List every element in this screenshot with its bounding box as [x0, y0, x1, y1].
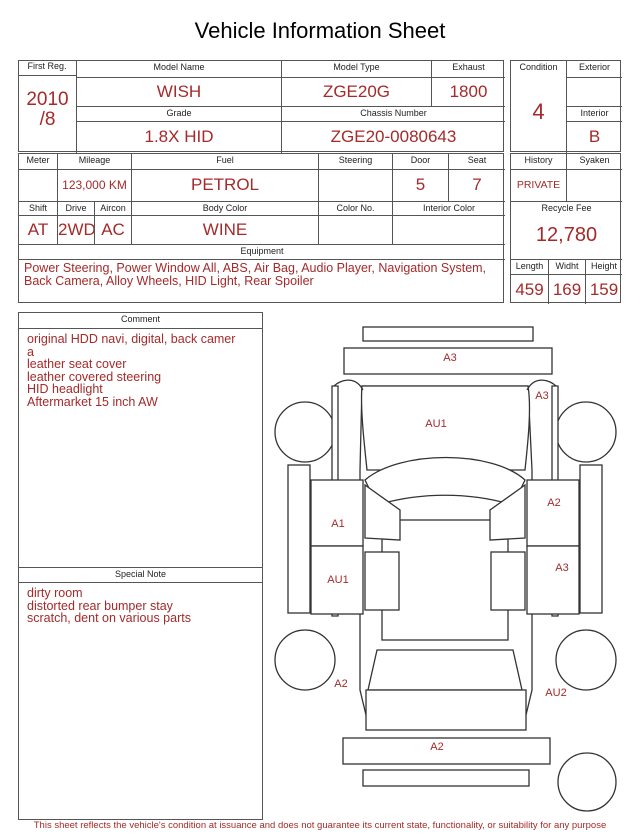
comment-label: Comment — [120, 314, 160, 324]
wheel-front-left — [275, 402, 335, 462]
spare-wheel — [558, 753, 616, 811]
fuel-label: Fuel — [216, 155, 234, 165]
right-rear-door — [527, 546, 579, 614]
interior-color-label: Interior Color — [422, 203, 476, 213]
shift-value: AT — [27, 220, 49, 239]
right-front-door — [527, 480, 579, 546]
mark-left-rear-quarter: A2 — [334, 678, 348, 690]
special-note-label: Special Note — [114, 569, 167, 579]
sheet-title: Vehicle Information Sheet — [194, 18, 446, 43]
history-label: History — [524, 155, 553, 165]
width-value: 169 — [552, 280, 582, 299]
aircon-value: AC — [101, 220, 125, 239]
notes-panel — [18, 312, 263, 820]
right-front-fender — [580, 465, 602, 613]
exhaust-value: 1800 — [449, 82, 488, 101]
length-value: 459 — [515, 280, 544, 299]
mark-front-bumper: A3 — [443, 352, 457, 364]
grade-label: Grade — [166, 108, 192, 118]
recycle-fee-label: Recycle Fee — [541, 203, 592, 213]
condition-table — [510, 60, 621, 152]
mark-right-front-door: A2 — [547, 497, 561, 509]
first-reg-label: First Reg. — [27, 61, 67, 71]
left-front-door — [311, 480, 363, 546]
disclaimer-footer: This sheet reflects the vehicle's condition at issuance and does not guarantee its current state, functionality, or suitability for any purpose — [33, 820, 607, 831]
rear-bumper-bottom — [363, 770, 529, 786]
mark-left-rear-door: AU1 — [327, 574, 349, 586]
equipment-label: Equipment — [240, 246, 284, 256]
seat-value: 7 — [472, 175, 482, 194]
mileage-value: 123,000 KM — [62, 178, 127, 192]
rear-bumper — [343, 738, 550, 764]
rear-hatch — [366, 690, 526, 730]
left-front-fender — [288, 465, 310, 613]
width-label: Widht — [555, 261, 579, 271]
color-no-label: Color No. — [336, 203, 375, 213]
chassis-number-label: Chassis Number — [360, 108, 427, 118]
exterior-label: Exterior — [578, 62, 610, 72]
mark-right-rear-quarter: AU2 — [545, 687, 567, 699]
vehicle-identity-table — [18, 60, 504, 152]
wheel-front-right — [556, 402, 616, 462]
model-name-value: WISH — [156, 82, 202, 101]
height-label: Height — [590, 261, 617, 271]
mark-left-front-door: A1 — [331, 518, 345, 530]
mark-rear-bumper: A2 — [430, 741, 444, 753]
seat-label: Seat — [467, 155, 487, 165]
body-color-value: WINE — [202, 220, 248, 239]
car-damage-diagram — [270, 320, 620, 820]
first-reg-year: 2010 — [26, 89, 69, 110]
steering-label: Steering — [338, 155, 373, 165]
syaken-label: Syaken — [579, 155, 610, 165]
shift-label: Shift — [28, 203, 47, 213]
chassis-number-value: ZGE20-0080643 — [330, 127, 457, 146]
model-type-label: Model Type — [333, 62, 380, 72]
length-label: Length — [515, 261, 544, 271]
condition-value: 4 — [532, 99, 545, 124]
grade-value: 1.8X HID — [144, 127, 214, 146]
model-type-value: ZGE20G — [322, 82, 391, 101]
door-label: Door — [410, 155, 431, 165]
fuel-value: PETROL — [190, 175, 260, 194]
special-note-text: dirty room distorted rear bumper stay scratch, dent on various parts — [27, 586, 191, 625]
drive-label: Drive — [65, 203, 87, 213]
history-table — [510, 153, 621, 303]
interior-label: Interior — [580, 108, 609, 118]
rear-glass — [368, 650, 522, 690]
door-value: 5 — [415, 175, 426, 194]
recycle-fee-value: 12,780 — [535, 224, 598, 246]
aircon-label: Aircon — [100, 203, 126, 213]
mark-hood: AU1 — [425, 418, 447, 430]
model-name-label: Model Name — [153, 62, 205, 72]
mark-front-right-fender: A3 — [535, 390, 549, 402]
height-value: 159 — [589, 280, 619, 299]
left-rear-window — [365, 552, 399, 610]
meter-label: Meter — [26, 155, 50, 165]
comment-text: original HDD navi, digital, back camer a leather seat cover leather covered steering HID headlight Aftermarket 15 inch AW — [27, 332, 236, 409]
exhaust-label: Exhaust — [452, 62, 485, 72]
roof — [382, 520, 508, 640]
front-bumper-top — [363, 327, 533, 341]
drive-value: 2WD — [58, 220, 96, 239]
right-rear-window — [491, 552, 525, 610]
body-color-label: Body Color — [202, 203, 248, 213]
wheel-rear-right — [556, 630, 616, 690]
vehicle-spec-table — [18, 153, 504, 303]
first-reg-month: /8 — [39, 109, 56, 130]
history-value: PRIVATE — [516, 179, 561, 191]
condition-label: Condition — [519, 62, 558, 72]
interior-value: B — [588, 127, 601, 146]
mark-right-rear-door: A3 — [555, 562, 569, 574]
wheel-rear-left — [275, 630, 335, 690]
mileage-label: Mileage — [78, 155, 111, 165]
equipment-list: Power Steering, Power Window All, ABS, Air Bag, Audio Player, Navigation System, Back Camera, Alloy Wheels, HID Light, Rear Spoiler — [24, 261, 487, 288]
